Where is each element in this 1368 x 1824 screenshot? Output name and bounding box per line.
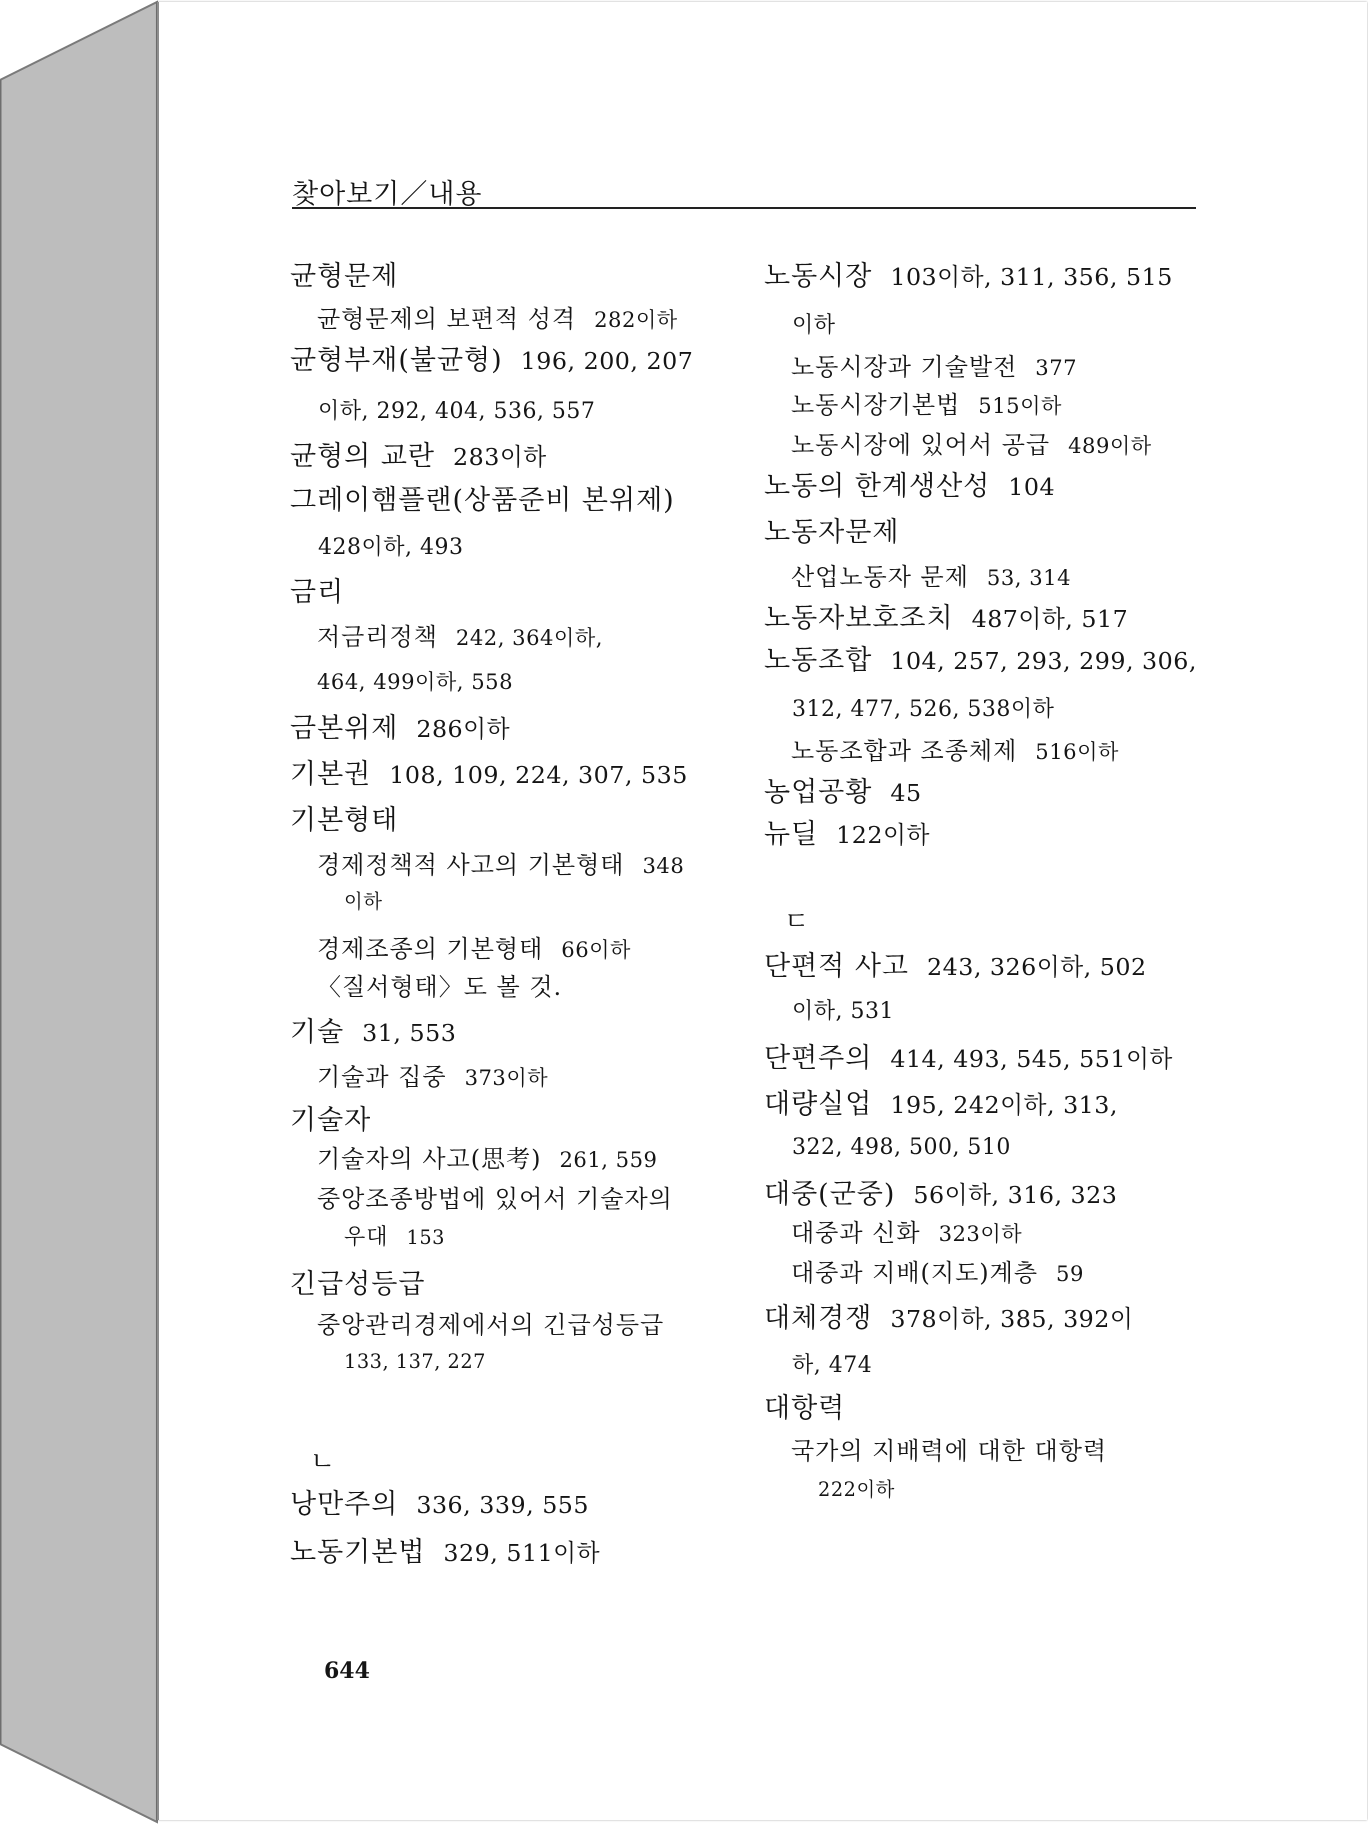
section-gap	[764, 868, 1204, 908]
page-refs: 286이하	[416, 715, 511, 743]
page-refs: 53, 314	[986, 565, 1071, 590]
page-refs: 329, 511이하	[443, 1539, 601, 1567]
index-entry	[764, 952, 1204, 996]
index-entry	[290, 806, 730, 852]
page-refs: 122이하	[836, 821, 930, 849]
page-refs: 516이하	[1035, 739, 1119, 764]
page-refs: 59	[1056, 1261, 1084, 1286]
page-refs: 195, 242이하, 313,	[890, 1091, 1118, 1119]
page-refs: 이하, 292, 404, 536, 557	[318, 399, 596, 424]
page-refs: 103이하, 311, 356, 515	[890, 263, 1173, 291]
page-refs: 243, 326이하, 502	[927, 953, 1147, 981]
page-refs: 66이하	[561, 937, 631, 962]
page-refs: 515이하	[978, 393, 1062, 418]
index-term: 대량실업	[764, 1089, 873, 1120]
index-entry	[290, 1490, 730, 1538]
page-refs: 108, 109, 224, 307, 535	[389, 761, 688, 789]
section-letter	[784, 908, 1204, 952]
page-refs: 312, 477, 526, 538이하	[792, 697, 1055, 722]
index-entry	[791, 392, 1204, 432]
page-refs: 377	[1035, 355, 1078, 380]
index-entry	[791, 432, 1204, 472]
page-refs: 하, 474	[792, 1353, 873, 1378]
index-term: 노동조합	[764, 645, 873, 676]
index-entry	[290, 486, 730, 532]
index-term: 기본권	[290, 759, 372, 790]
index-entry	[317, 306, 730, 346]
page-refs: 261, 559	[559, 1147, 658, 1172]
index-term: 대체경쟁	[764, 1303, 873, 1334]
index-entry	[317, 936, 730, 974]
index-entry	[290, 262, 730, 306]
page-refs: 487이하, 517	[971, 605, 1129, 633]
index-term: 균형문제	[290, 261, 399, 292]
index-term: 기술자의 사고(思考)	[317, 1145, 542, 1173]
index-entry	[818, 1478, 1204, 1518]
index-term: 대중(군중)	[764, 1179, 896, 1210]
page-refs: 336, 339, 555	[416, 1491, 590, 1519]
index-entry	[792, 310, 1204, 354]
page-number: 644	[324, 1658, 370, 1684]
index-entry	[791, 1438, 1204, 1478]
index-term: 노동의 한계생산성	[764, 471, 991, 502]
page-refs: 378이하, 385, 392이	[890, 1305, 1134, 1333]
head-rule	[292, 207, 1196, 209]
index-entry	[764, 1044, 1204, 1090]
index-entry	[290, 346, 730, 396]
page-refs: 428이하, 493	[318, 535, 464, 560]
index-term: 노동시장기본법	[791, 391, 961, 419]
index-entry	[791, 1220, 1204, 1260]
index-term: 노동조합과 조종체제	[791, 737, 1018, 765]
page-refs: 153	[406, 1226, 445, 1249]
index-term: 낭만주의	[290, 1489, 399, 1520]
index-entry	[764, 820, 1204, 868]
index-term: 노동시장에 있어서 공급	[791, 431, 1051, 459]
index-entry	[764, 262, 1204, 310]
index-term: 농업공황	[764, 777, 873, 808]
index-entry	[791, 564, 1204, 604]
page-refs: 133, 137, 227	[344, 1350, 486, 1373]
index-term: 단편주의	[764, 1043, 873, 1074]
index-entry	[317, 1312, 730, 1350]
index-entry	[317, 974, 730, 1018]
index-term: 기술자	[290, 1105, 372, 1136]
index-term: 단편적 사고	[764, 951, 909, 982]
index-term: 저금리정책	[317, 623, 438, 651]
index-entry	[317, 1146, 730, 1186]
section-letter	[310, 1448, 730, 1490]
index-entry	[792, 1132, 1204, 1180]
index-term: 노동자문제	[764, 517, 900, 548]
index-entry	[764, 1394, 1204, 1438]
index-term: 대항력	[764, 1393, 846, 1424]
index-entry	[791, 1260, 1204, 1304]
index-term: 우대	[344, 1225, 389, 1250]
index-entry	[317, 668, 730, 714]
index-entry	[290, 1106, 730, 1146]
index-term: 그레이햄플랜(상품준비 본위제)	[290, 485, 675, 516]
running-head: 찾아보기／내용	[292, 179, 483, 210]
index-entry	[792, 996, 1204, 1044]
page-refs: 45	[890, 779, 922, 807]
index-term: ㄷ	[784, 907, 811, 937]
index-entry	[764, 518, 1204, 564]
index-term: 기술과 집중	[317, 1063, 447, 1091]
page-refs: 373이하	[464, 1065, 549, 1090]
index-entry	[344, 1350, 730, 1402]
index-term: 금리	[290, 577, 345, 608]
page-refs: 323이하	[938, 1221, 1023, 1246]
page-refs: 104	[1008, 473, 1056, 501]
index-term: 대중과 신화	[791, 1219, 921, 1247]
index-entry	[764, 472, 1204, 518]
page-refs: 242, 364이하,	[455, 625, 603, 650]
index-entry	[764, 1090, 1204, 1132]
index-term: 경제정책적 사고의 기본형태	[317, 851, 625, 879]
index-entry	[290, 578, 730, 624]
index-term: 노동시장과 기술발전	[791, 353, 1018, 381]
page-refs: 282이하	[594, 307, 678, 332]
index-term: 균형문제의 보편적 성격	[317, 305, 577, 333]
page-refs: 222이하	[818, 1478, 895, 1501]
page-refs: 이하	[344, 890, 383, 913]
index-entry	[290, 714, 730, 760]
page-refs: 56이하, 316, 323	[913, 1181, 1118, 1209]
index-entry	[764, 1180, 1204, 1220]
index-term: 금본위제	[290, 713, 399, 744]
page-refs: 이하	[792, 313, 836, 338]
book-spine	[0, 0, 160, 1824]
index-entry	[764, 778, 1204, 820]
index-entry	[318, 396, 730, 442]
index-term: 중앙조종방법에 있어서 기술자의	[317, 1185, 673, 1213]
index-term: 노동기본법	[290, 1537, 426, 1568]
index-term: 국가의 지배력에 대한 대항력	[791, 1437, 1108, 1465]
index-entry	[764, 646, 1204, 694]
page-refs: 104, 257, 293, 299, 306,	[890, 647, 1197, 675]
index-term: 균형부재(불균형)	[290, 345, 503, 376]
index-entry	[318, 532, 730, 578]
page-refs: 489이하	[1068, 433, 1152, 458]
index-term: 균형의 교란	[290, 441, 435, 472]
index-term: 중앙관리경제에서의 긴급성등급	[317, 1311, 665, 1339]
index-entry	[791, 738, 1204, 778]
index-entry	[290, 442, 730, 486]
page-refs: 322, 498, 500, 510	[792, 1135, 1011, 1160]
index-term: 노동시장	[764, 261, 873, 292]
index-entry	[317, 1186, 730, 1226]
index-entry	[290, 760, 730, 806]
index-entry	[792, 1350, 1204, 1394]
index-column-left	[290, 262, 730, 1578]
index-column-right	[764, 262, 1204, 1518]
index-entry	[317, 1064, 730, 1106]
index-term: 노동자보호조치	[764, 603, 954, 634]
page-refs: 414, 493, 545, 551이하	[890, 1045, 1173, 1073]
index-entry	[344, 1226, 730, 1270]
index-entry	[344, 890, 730, 936]
index-term: 산업노동자 문제	[791, 563, 969, 591]
index-entry	[792, 694, 1204, 738]
page-refs: 464, 499이하, 558	[317, 669, 513, 694]
index-term: 〈질서형태〉도 볼 것.	[317, 973, 563, 1001]
index-term: 경제조종의 기본형태	[317, 935, 544, 963]
index-entry	[764, 1304, 1204, 1350]
index-term: 긴급성등급	[290, 1269, 426, 1300]
page-refs: 348	[642, 853, 685, 878]
index-entry	[290, 1018, 730, 1064]
page-refs: 이하, 531	[792, 999, 894, 1024]
index-entry	[317, 624, 730, 668]
page-refs: 283이하	[453, 443, 547, 471]
page-refs: 31, 553	[362, 1019, 457, 1047]
index-entry	[290, 1270, 730, 1312]
index-term: ㄴ	[310, 1447, 337, 1477]
page-refs: 196, 200, 207	[520, 347, 694, 375]
index-entry	[317, 852, 730, 890]
index-term: 기본형태	[290, 805, 399, 836]
index-entry	[764, 604, 1204, 646]
index-term: 기술	[290, 1017, 345, 1048]
index-term: 대중과 지배(지도)계층	[791, 1259, 1039, 1287]
section-gap	[290, 1402, 730, 1448]
index-entry	[290, 1538, 730, 1578]
index-term: 뉴딜	[764, 819, 819, 850]
index-entry	[791, 354, 1204, 392]
